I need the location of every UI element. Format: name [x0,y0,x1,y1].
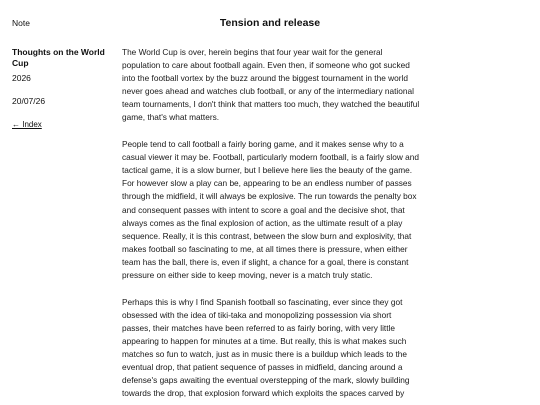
series-title: Thoughts on the World Cup [12,47,105,68]
back-to-index-link[interactable]: ← Index [12,120,42,129]
year-label: 2026 [12,73,31,83]
note-label: Note [12,18,30,28]
paragraph: People tend to call football a fairly boring game, and it makes sense why to a casual viewer it may be. Football, particularly modern football, is a fairly slow and tactical game, it is a slow burner, but I believe here lies the beauty of the game. For however slow a play can be, appearing to be an endless number of passes through the midfield, it will always be explosive. The run towards the penalty box and consequent passes with intent to score a goal and the decisive shot, that always comes as the final explosion of action, as the ultimate result of a play sequence. Really, it is this contrast, between the slow burn and explosivity, that makes football so fascinating to me, at all times there is pressure, when either team has the ball, there is, even if slight, a chance for a goal, there is constant pressure on either side to keep moving, never is a match truly static. [122,139,419,280]
sidebar [12,18,112,132]
paragraph: The World Cup is over, herein begins that four year wait for the general population to care about football again. Even then, if someone who got sucked into the football vortex by the buzz around the biggest tournament in the world never goes ahead and watches club football, or any of the intermediary national team tournaments, I don't think that matters too much, they watched the beautiful game, that's what matters. [122,47,420,123]
date-label: 20/07/26 [12,96,46,106]
paragraph: Perhaps this is why I find Spanish football so fascinating, ever since they got obsessed with the idea of tiki-taka and monopolizing possession via short passes, their matches have been referred to as fairly boring, with very little appearing to happen for minutes at a time. But really, this is what makes such matches so fun to watch, just as in music there is a buildup which leads to the eventual drop, that patient sequence of passes in midfield, dancing around a defense's gaps awaiting the eventual overstepping of the mark, slowly building towards the drop, that explosion forward which exploits the spaces carved by [122,296,410,399]
article-body [122,46,422,405]
article-title: Tension and release [219,17,321,29]
